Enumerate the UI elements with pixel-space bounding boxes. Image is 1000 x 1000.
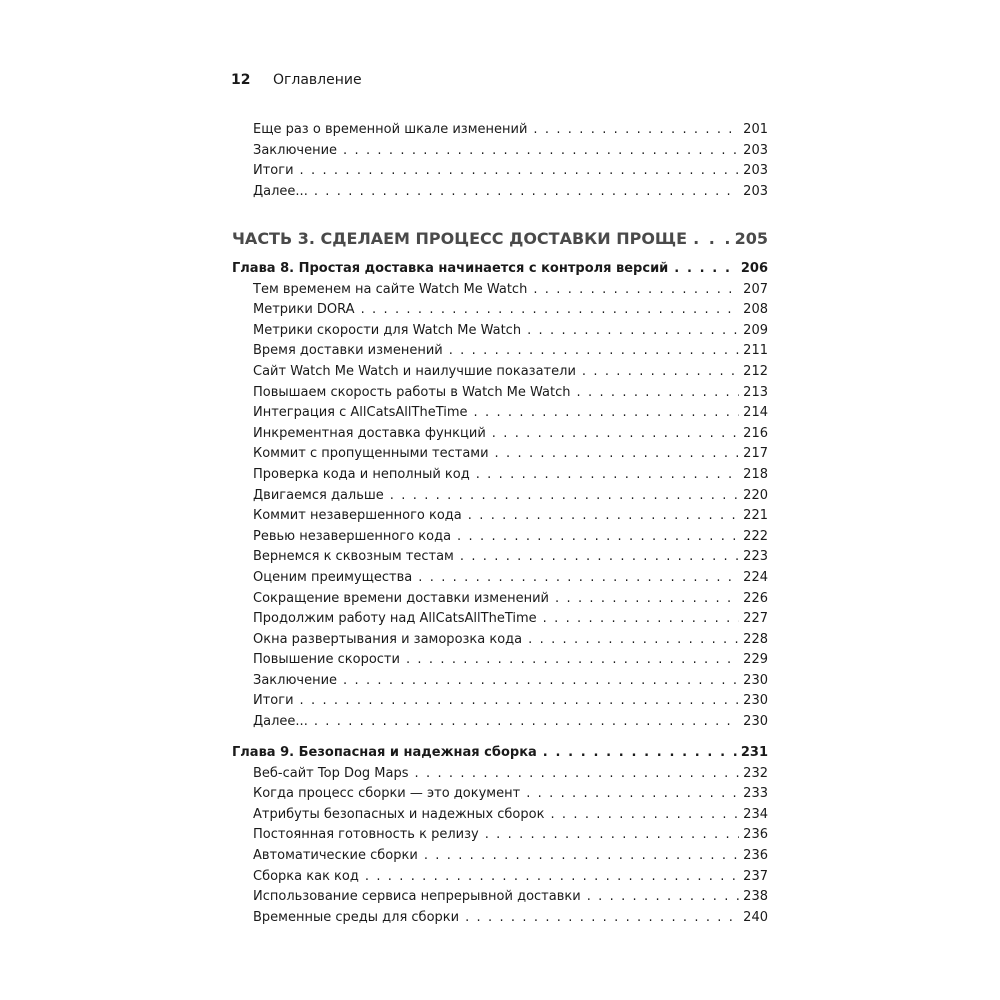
toc-entry-page: 236	[743, 827, 768, 843]
dot-leader	[314, 182, 739, 203]
dot-leader	[418, 568, 739, 589]
toc-entry-title: Коммит незавершенного кода	[253, 508, 462, 524]
toc-entry	[232, 486, 768, 507]
dot-leader	[457, 527, 739, 548]
toc-entry	[232, 182, 768, 203]
toc-entry	[232, 805, 768, 826]
toc-entry-page: 232	[743, 765, 768, 781]
toc-entry-title: Инкрементная доставка функций	[253, 425, 486, 441]
dot-leader	[465, 908, 739, 929]
toc-entry-title: Продолжим работу над AllCatsAllTheTime	[253, 611, 537, 627]
dot-leader	[528, 630, 739, 651]
dot-leader	[415, 764, 740, 785]
chapter-heading	[232, 259, 768, 280]
dot-leader	[460, 547, 739, 568]
toc-entry-page: 227	[743, 611, 768, 627]
toc-entry-page: 236	[743, 847, 768, 863]
toc-entry-page: 233	[743, 786, 768, 802]
page-number: 12	[231, 72, 251, 88]
toc-entry-page: 238	[743, 889, 768, 905]
dot-leader	[492, 424, 739, 445]
toc-entry	[232, 341, 768, 362]
toc-entry	[232, 609, 768, 630]
toc-entry	[232, 568, 768, 589]
dot-leader	[361, 300, 740, 321]
toc-entry	[232, 506, 768, 527]
toc-entry	[232, 403, 768, 424]
toc-entry	[232, 671, 768, 692]
toc-chapter-8	[232, 259, 768, 733]
dot-leader	[300, 691, 740, 712]
toc-entry-page: 220	[743, 487, 768, 503]
toc-entry-title: Окна развертывания и заморозка кода	[253, 631, 523, 647]
dot-leader	[587, 887, 739, 908]
part-3-entry	[232, 225, 768, 253]
dot-leader	[343, 671, 739, 692]
toc-entry-page: 226	[743, 590, 768, 606]
toc-entry-page: 208	[743, 302, 768, 318]
toc-entry	[232, 424, 768, 445]
toc-entry	[232, 784, 768, 805]
toc-entry	[232, 691, 768, 712]
toc-entry	[232, 300, 768, 321]
toc-entry-page: 201	[743, 122, 768, 137]
toc-entry-page: 203	[743, 183, 768, 199]
toc-entry	[232, 280, 768, 301]
toc-entry	[232, 120, 768, 141]
toc-entry-page: 234	[743, 806, 768, 822]
toc-entry	[232, 712, 768, 733]
toc-entry-page: 212	[743, 363, 768, 379]
dot-leader	[543, 609, 740, 630]
toc-entry-page: 230	[743, 672, 768, 688]
toc-entry-title: Сокращение времени доставки изменений	[253, 590, 550, 606]
toc-entry-title: Итоги	[253, 163, 294, 179]
part-page: 205	[734, 229, 768, 248]
toc-entry-page: 223	[743, 549, 768, 565]
toc-entry	[232, 867, 768, 888]
toc-section-previous	[232, 120, 768, 202]
dot-leader	[300, 161, 740, 182]
toc-entry	[232, 846, 768, 867]
toc-entry	[232, 650, 768, 671]
toc-entry-title: Заключение	[253, 142, 338, 158]
toc-part-heading	[232, 225, 768, 253]
dot-leader	[550, 805, 739, 826]
toc-entry-page: 211	[743, 343, 768, 359]
toc-entry-title: Использование сервиса непрерывной доставки	[253, 889, 581, 905]
dot-leader	[526, 784, 739, 805]
toc-entry	[232, 383, 768, 404]
toc-entry	[232, 825, 768, 846]
toc-entry-title: Атрибуты безопасных и надежных сборок	[253, 806, 545, 822]
toc-entry-title: Двигаемся дальше	[253, 487, 384, 503]
toc-entry-page: 213	[743, 384, 768, 400]
toc-entry-page: 209	[743, 322, 768, 338]
dot-leader	[476, 465, 739, 486]
chapter-page: 231	[740, 745, 768, 760]
dot-leader	[314, 712, 739, 733]
chapter-title: Глава 8. Простая доставка начинается с контроля версий	[232, 261, 669, 276]
toc-entry-title: Сборка как код	[253, 868, 359, 884]
toc-entry-title: Далее...	[253, 714, 308, 730]
toc-entry-page: 228	[743, 631, 768, 647]
toc-entry-page: 237	[743, 868, 768, 884]
toc-entry	[232, 444, 768, 465]
toc-entry-page: 224	[743, 569, 768, 585]
toc-entry-title: Проверка кода и неполный код	[253, 466, 470, 482]
dot-leader	[674, 259, 737, 280]
dot-leader	[533, 120, 739, 141]
toc-entry-title: Еще раз о временной шкале изменений	[253, 122, 528, 137]
dot-leader	[582, 362, 739, 383]
dot-leader	[693, 225, 731, 253]
dot-leader	[485, 825, 739, 846]
toc-entry-title: Повышение скорости	[253, 652, 400, 668]
toc-entry-page: 214	[743, 405, 768, 421]
toc-entry-page: 230	[743, 714, 768, 730]
toc-entry-title: Временные среды для сборки	[253, 909, 460, 925]
dot-leader	[406, 650, 739, 671]
toc-entry-page: 203	[743, 142, 768, 158]
toc-entry-title: Заключение	[253, 672, 338, 688]
part-title: ЧАСТЬ 3. СДЕЛАЕМ ПРОЦЕСС ДОСТАВКИ ПРОЩЕ	[232, 229, 688, 248]
toc-entry-page: 240	[743, 909, 768, 925]
toc-entry-title: Постоянная готовность к релизу	[253, 827, 479, 843]
dot-leader	[343, 141, 739, 162]
toc-entry	[232, 630, 768, 651]
toc-entry-page: 217	[743, 446, 768, 462]
toc-entry	[232, 764, 768, 785]
toc-entry-title: Время доставки изменений	[253, 343, 443, 359]
toc-entry	[232, 589, 768, 610]
toc-entry-title: Когда процесс сборки — это документ	[253, 786, 521, 802]
toc-entry	[232, 141, 768, 162]
toc-entry	[232, 908, 768, 929]
toc-entry	[232, 465, 768, 486]
toc-entry-page: 229	[743, 652, 768, 668]
dot-leader	[495, 444, 740, 465]
toc-entry-page: 203	[743, 163, 768, 179]
toc-entry-title: Автоматические сборки	[253, 847, 418, 863]
dot-leader	[577, 383, 740, 404]
toc-entry-title: Метрики скорости для Watch Me Watch	[253, 322, 522, 338]
dot-leader	[555, 589, 739, 610]
toc-entry-title: Метрики DORA	[253, 302, 355, 318]
toc-entry-title: Тем временем на сайте Watch Me Watch	[253, 281, 528, 297]
running-head-title: Оглавление	[273, 72, 362, 88]
toc-entry	[232, 527, 768, 548]
chapter-title: Глава 9. Безопасная и надежная сборка	[232, 745, 537, 760]
running-head	[231, 70, 362, 90]
toc-entry-page: 207	[743, 281, 768, 297]
toc-entry	[232, 887, 768, 908]
dot-leader	[390, 486, 739, 507]
toc-entry-page: 216	[743, 425, 768, 441]
toc-entry-title: Ревью незавершенного кода	[253, 528, 452, 544]
toc-entry	[232, 547, 768, 568]
toc-entry	[232, 362, 768, 383]
toc-entry-page: 222	[743, 528, 768, 544]
toc-entry-title: Итоги	[253, 693, 294, 709]
dot-leader	[543, 743, 737, 764]
dot-leader	[468, 506, 739, 527]
dot-leader	[365, 867, 739, 888]
toc-chapter-9	[232, 743, 768, 928]
toc-entry-title: Вернемся к сквозным тестам	[253, 549, 454, 565]
dot-leader	[474, 403, 740, 424]
toc-entry-title: Сайт Watch Me Watch и наилучшие показатели	[253, 363, 576, 379]
toc-entry-page: 230	[743, 693, 768, 709]
chapter-page: 206	[740, 261, 768, 276]
toc-entry-page: 218	[743, 466, 768, 482]
toc-entry	[232, 161, 768, 182]
toc-entry-title: Далее...	[253, 183, 308, 199]
dot-leader	[424, 846, 739, 867]
toc-entry	[232, 321, 768, 342]
toc-entry-title: Повышаем скорость работы в Watch Me Watch	[253, 384, 571, 400]
dot-leader	[527, 321, 739, 342]
toc-entry-title: Оценим преимущества	[253, 569, 413, 585]
toc-entry-title: Веб-сайт Top Dog Maps	[253, 765, 409, 781]
dot-leader	[533, 280, 739, 301]
toc-entry-page: 221	[743, 508, 768, 524]
chapter-heading	[232, 743, 768, 764]
toc-entry-title: Коммит с пропущенными тестами	[253, 446, 489, 462]
dot-leader	[449, 341, 739, 362]
toc-entry-title: Интеграция с AllCatsAllTheTime	[253, 405, 468, 421]
